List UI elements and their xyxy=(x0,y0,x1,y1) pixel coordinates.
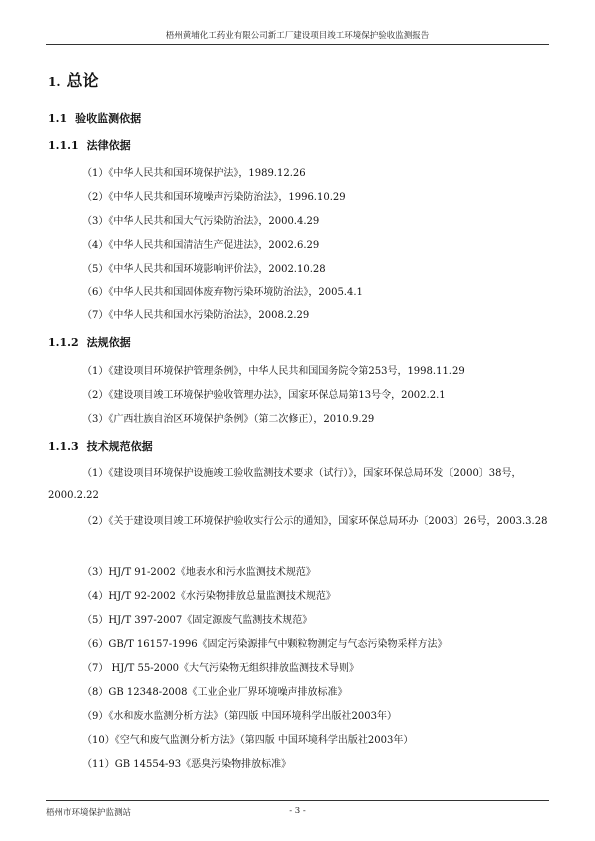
list-item: （7）《中华人民共和国水污染防治法》，2008.2.29 xyxy=(82,310,310,321)
footer-rule xyxy=(46,800,549,801)
subsection-title: 法规依据 xyxy=(86,336,131,349)
subsection-number: 1.1.1 xyxy=(48,139,79,152)
list-item: （5）HJ/T 397-2007《固定源废气监测技术规范》 xyxy=(82,615,313,626)
section-title: 总论 xyxy=(66,71,99,90)
list-item: （4）《中华人民共和国清洁生产促进法》，2002.6.29 xyxy=(82,240,320,251)
list-item: （7） HJ/T 55-2000《大气污染物无组织排放监测技术导则》 xyxy=(82,663,360,674)
subsection-title: 法律依据 xyxy=(86,139,131,152)
list-item: （3）《中华人民共和国大气污染防治法》，2000.4.29 xyxy=(82,216,320,227)
list-item: （6）GB/T 16157-1996《固定污染源排气中颗粒物测定与气态污染物采样方法》 xyxy=(82,639,448,650)
list-item-wrapped: （1）《建设项目环境保护设施竣工验收监测技术要求（试行）》，国家环保总局环发〔2000〕38号，2000.2.22 xyxy=(48,468,522,501)
list-item: （1）《中华人民共和国环境保护法》，1989.12.26 xyxy=(82,168,306,179)
subsection-heading-1-1-3 xyxy=(48,438,153,454)
list-item: （6）《中华人民共和国固体废弃物污染环境防治法》，2005.4.1 xyxy=(82,287,363,298)
list-item: （8）GB 12348-2008《工业企业厂界环境噪声排放标准》 xyxy=(82,687,348,698)
subsection-heading-1-1-2 xyxy=(48,334,131,350)
list-item: （1）《建设项目环境保护管理条例》，中华人民共和国国务院令第253号，1998.11.29 xyxy=(82,366,465,377)
subsection-title: 验收监测依据 xyxy=(75,112,142,125)
header-rule xyxy=(46,44,549,45)
list-item: （5）《中华人民共和国环境影响评价法》，2002.10.28 xyxy=(82,264,326,275)
subsection-number: 1.1 xyxy=(48,112,68,125)
section-number: 1. xyxy=(48,75,61,89)
subsection-heading-1-1 xyxy=(48,110,141,126)
running-header: 梧州黄埔化工药业有限公司新工厂建设项目竣工环境保护验收监测报告 xyxy=(165,31,430,41)
list-item: （11）GB 14554-93《恶臭污染物排放标准》 xyxy=(82,759,292,770)
list-item: （2）《中华人民共和国环境噪声污染防治法》，1996.10.29 xyxy=(82,192,346,203)
list-item: （4）HJ/T 92-2002《水污染物排放总量监测技术规范》 xyxy=(82,591,336,602)
list-item: （10）《空气和废气监测分析方法》（第四版 中国环境科学出版社2003年） xyxy=(82,735,414,746)
footer-org: 梧州市环境保护监测站 xyxy=(46,808,132,818)
list-item: （9）《水和废水监测分析方法》（第四版 中国环境科学出版社2003年） xyxy=(82,711,397,722)
list-item-wrapped: （2）《关于建设项目竣工环境保护验收实行公示的通知》，国家环保总局环办〔2003〕26号，2003.3.28 xyxy=(82,516,548,527)
subsection-heading-1-1-1 xyxy=(48,137,131,153)
page-number: - 3 - xyxy=(289,806,306,816)
subsection-number: 1.1.2 xyxy=(48,336,79,349)
list-item: （3）HJ/T 91-2002《地表水和污水监测技术规范》 xyxy=(82,567,316,578)
list-item: （2）《建设项目竣工环境保护验收管理办法》，国家环保总局第13号令，2002.2.1 xyxy=(82,390,446,401)
subsection-title: 技术规范依据 xyxy=(86,440,153,453)
list-item: （3）《广西壮族自治区环境保护条例》（第二次修正），2010.9.29 xyxy=(82,414,375,425)
subsection-number: 1.1.3 xyxy=(48,440,79,453)
section-heading xyxy=(48,68,99,91)
